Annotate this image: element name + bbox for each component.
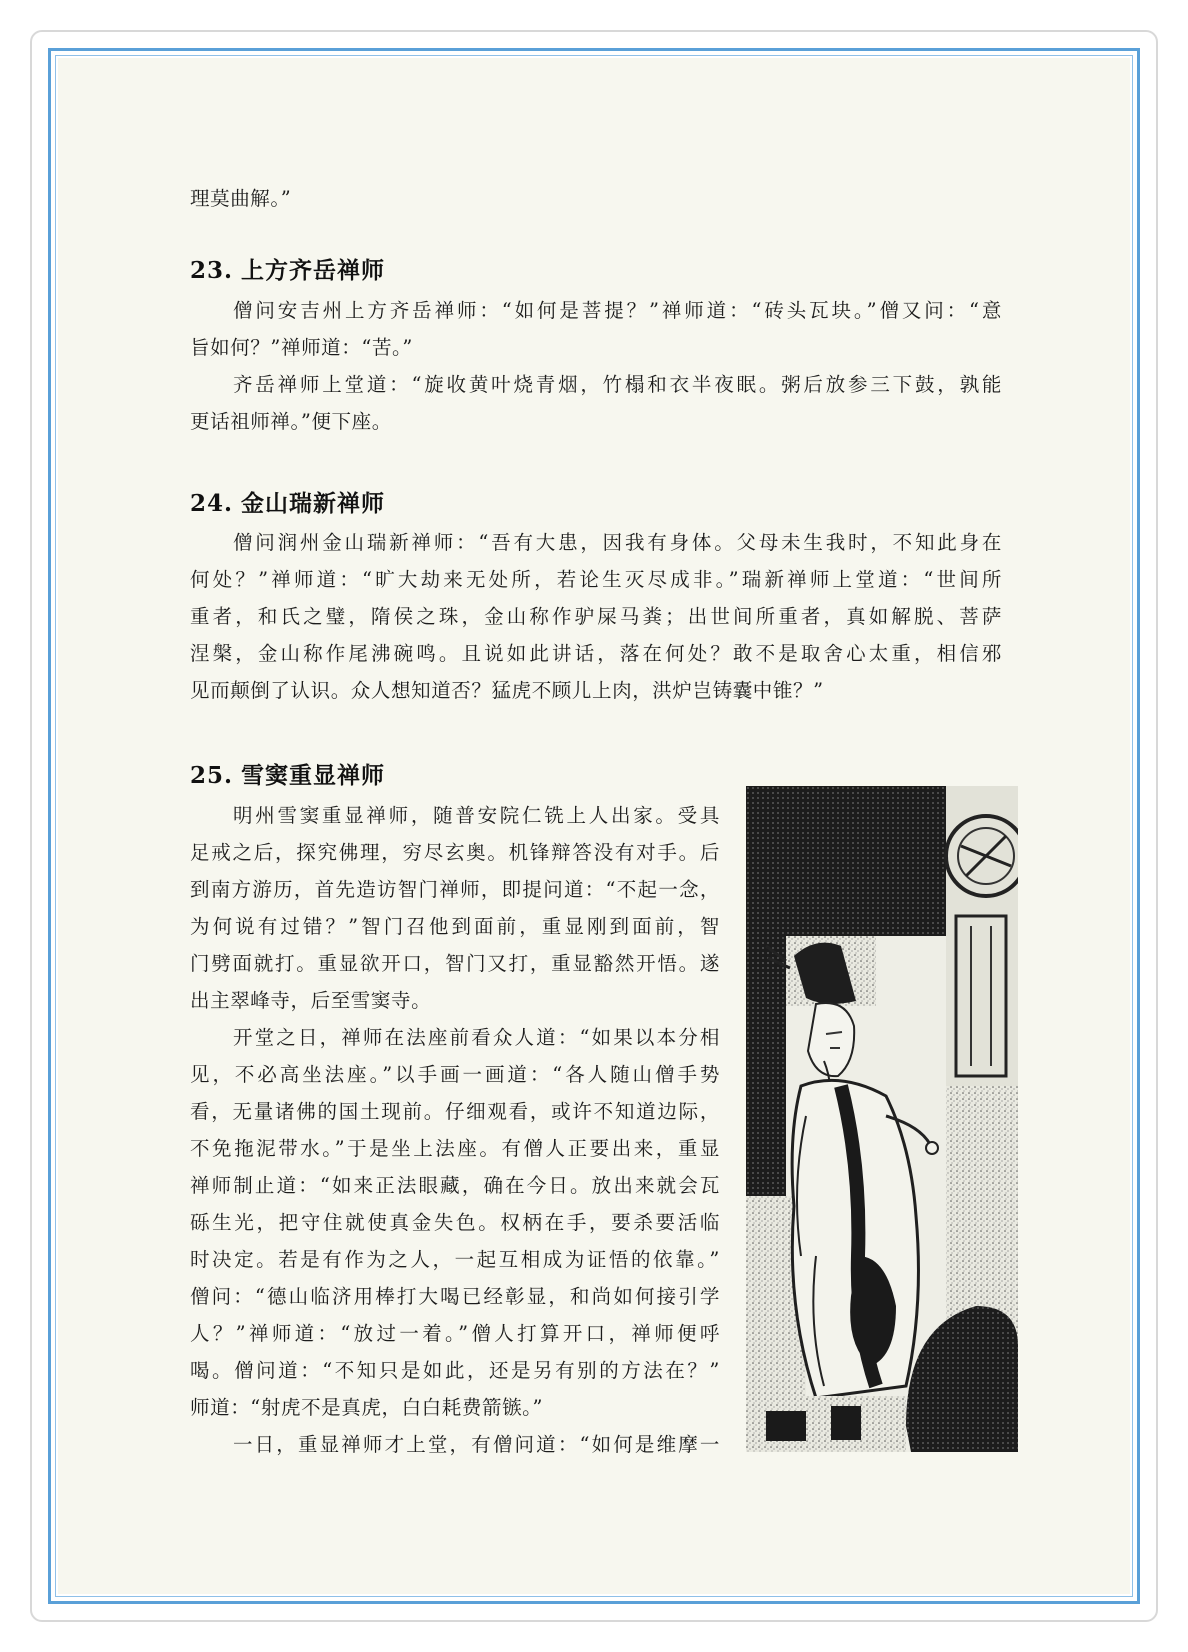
text-line: 明州雪窦重显禅师，随普安院仁铣上人出家。受具 (233, 804, 720, 827)
text-line: 人？”禅师道：“放过一着。”僧人打算开口，禅师便呼 (190, 1322, 720, 1345)
section-title: 雪窦重显禅师 (241, 762, 386, 789)
text-line: 僧问：“德山临济用棒打大喝已经彰显，和尚如何接引学 (190, 1285, 720, 1308)
section-body-23 (190, 292, 1002, 440)
text-line: 理莫曲解。” (190, 187, 292, 210)
text-line: 何处？”禅师道：“旷大劫来无处所，若论生灭尽成非。”瑞新禅师上堂道：“世间所 (190, 568, 1002, 591)
text-line: 喝。僧问道：“不知只是如此，还是另有别的方法在？” (190, 1359, 720, 1382)
opening-text (190, 180, 1002, 217)
section-title: 金山瑞新禅师 (241, 490, 386, 517)
section-title: 上方齐岳禅师 (241, 257, 386, 284)
text-line: 看，无量诸佛的国土现前。仔细观看，或许不知道边际， (190, 1100, 720, 1123)
text-line: 不免拖泥带水。”于是坐上法座。有僧人正要出来，重显 (190, 1137, 720, 1160)
text-line: 足戒之后，探究佛理，穷尽玄奥。机锋辩答没有对手。后 (190, 841, 720, 864)
text-line: 齐岳禅师上堂道：“旋收黄叶烧青烟，竹榻和衣半夜眠。粥后放参三下鼓，孰能 (233, 373, 1002, 396)
text-line: 见而颠倒了认识。众人想知道否？猛虎不顾儿上肉，洪炉岂铸囊中锥？” (190, 679, 824, 702)
text-line: 开堂之日，禅师在法座前看众人道：“如果以本分相 (233, 1026, 720, 1049)
text-line: 为何说有过错？”智门召他到面前，重显刚到面前，智 (190, 915, 720, 938)
section-heading-23 (190, 252, 385, 285)
text-line: 重者，和氏之璧，隋侯之珠，金山称作驴屎马粪；出世间所重者，真如解脱、菩萨 (190, 605, 1002, 628)
section-heading-24 (190, 485, 385, 518)
text-line: 见，不必高坐法座。”以手画一画道：“各人随山僧手势 (190, 1063, 720, 1086)
text-line: 禅师制止道：“如来正法眼藏，确在今日。放出来就会瓦 (190, 1174, 720, 1197)
text-line: 僧问润州金山瑞新禅师：“吾有大患，因我有身体。父母未生我时，不知此身在 (233, 531, 1002, 554)
text-line: 更话祖师禅。”便下座。 (190, 410, 392, 433)
text-line: 砾生光，把守住就使真金失色。权柄在手，要杀要活临 (190, 1211, 720, 1234)
text-line: 门劈面就打。重显欲开口，智门又打，重显豁然开悟。遂 (190, 952, 720, 975)
section-body-24 (190, 524, 1002, 709)
section-body-25 (190, 797, 720, 1463)
section-number: 24. (190, 490, 234, 517)
text-line: 到南方游历，首先造访智门禅师，即提问道：“不起一念， (190, 878, 720, 901)
section-number: 25. (190, 762, 234, 789)
text-line: 师道：“射虎不是真虎，白白耗费箭镞。” (190, 1396, 544, 1419)
text-line: 出主翠峰寺，后至雪窦寺。 (190, 989, 432, 1012)
text-line: 旨如何？”禅师道：“苦。” (190, 336, 413, 359)
section-number: 23. (190, 257, 234, 284)
monk-portrait-illustration (746, 786, 1018, 1452)
text-line: 涅槃，金山称作尾沸碗鸣。且说如此讲话，落在何处？敢不是取舍心太重，相信邪 (190, 642, 1002, 665)
section-heading-25 (190, 757, 385, 790)
text-line: 时决定。若是有作为之人，一起互相成为证悟的依靠。” (190, 1248, 720, 1271)
text-line: 僧问安吉州上方齐岳禅师：“如何是菩提？”禅师道：“砖头瓦块。”僧又问：“意 (233, 299, 1002, 322)
text-line: 一日，重显禅师才上堂，有僧问道：“如何是维摩一 (233, 1433, 720, 1456)
